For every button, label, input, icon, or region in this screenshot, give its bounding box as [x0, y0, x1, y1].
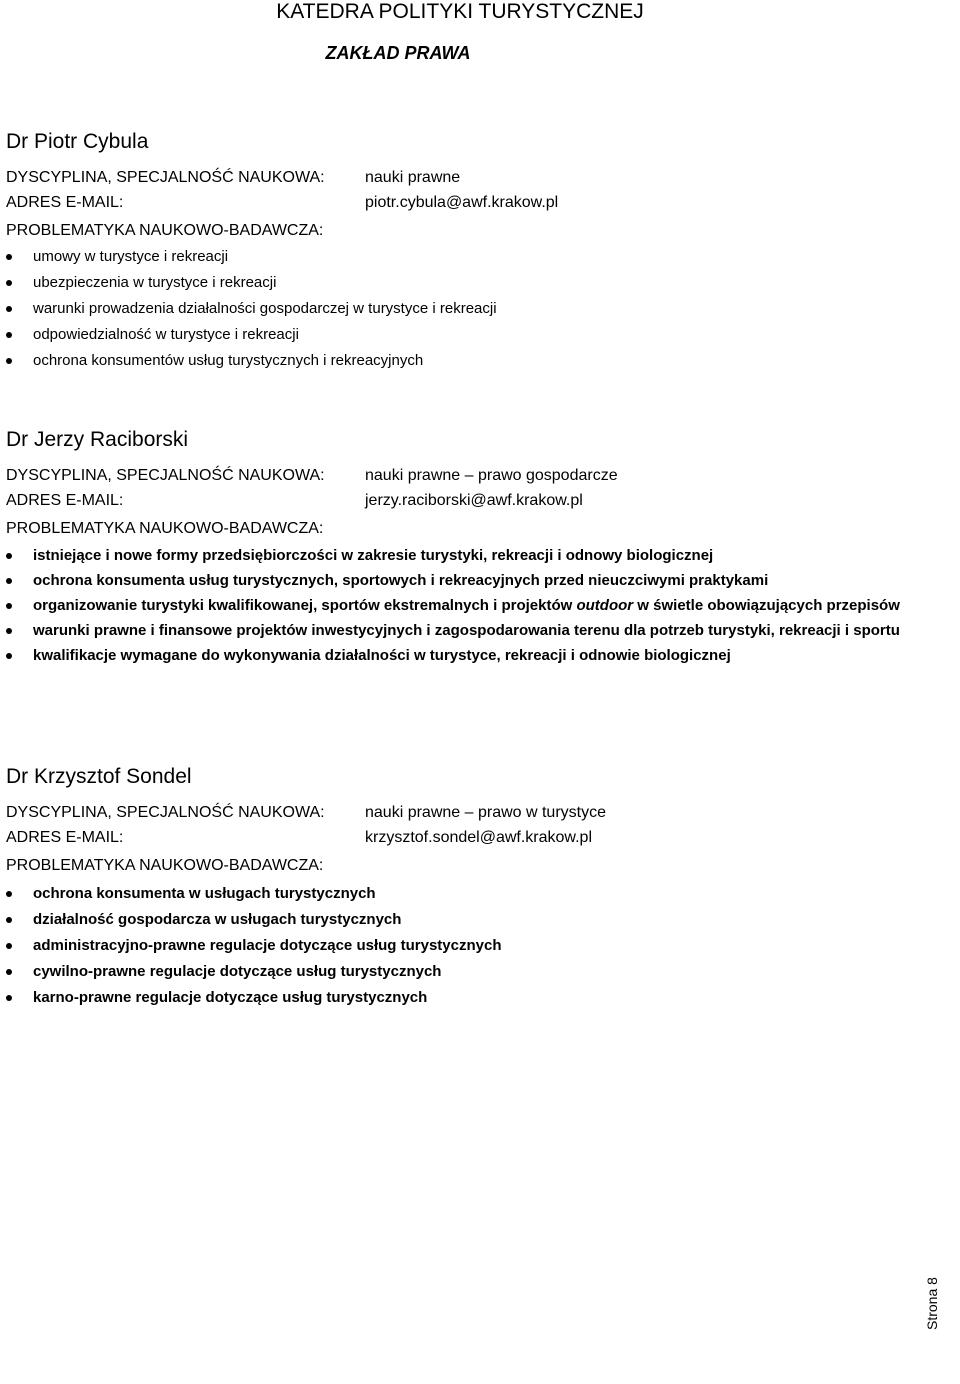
list-item — [6, 571, 936, 591]
emphasis-text: outdoor — [576, 597, 634, 614]
email-label: ADRES E-MAIL: — [6, 829, 124, 846]
section-subtitle: ZAKŁAD PRAWA — [325, 43, 471, 63]
person-name: Dr Krzysztof Sondel — [6, 765, 192, 788]
discipline-row — [6, 165, 936, 190]
discipline-row — [6, 800, 936, 825]
bullet-icon — [6, 280, 12, 286]
bullet-icon — [6, 943, 12, 949]
discipline-value: nauki prawne – prawo gospodarcze — [365, 467, 618, 484]
list-item — [6, 596, 936, 616]
bullet-icon — [6, 603, 12, 609]
email-value[interactable]: jerzy.raciborski@awf.krakow.pl — [365, 492, 583, 509]
bullet-icon — [6, 891, 12, 897]
page-number: Strona 8 — [924, 1277, 940, 1330]
topic-text: działalność gospodarcza w usługach turystycznych — [33, 911, 402, 928]
bullet-icon — [6, 553, 12, 559]
list-item — [6, 936, 936, 956]
person-entry-sondel — [6, 765, 936, 1014]
email-row — [6, 488, 936, 513]
department-title: KATEDRA POLITYKI TURYSTYCZNEJ — [276, 0, 644, 23]
topic-text: administracyjno-prawne regulacje dotyczące usług turystycznych — [33, 937, 502, 954]
research-topics-label: PROBLEMATYKA NAUKOWO-BADAWCZA: — [6, 857, 324, 874]
bullet-icon — [6, 628, 12, 634]
list-item — [6, 962, 936, 982]
research-topics-label: PROBLEMATYKA NAUKOWO-BADAWCZA: — [6, 222, 324, 239]
bullet-icon — [6, 254, 12, 260]
list-item — [6, 247, 936, 267]
bullet-icon — [6, 917, 12, 923]
list-item — [6, 646, 936, 666]
list-item — [6, 299, 936, 319]
bullet-icon — [6, 332, 12, 338]
list-item — [6, 621, 936, 641]
topic-text: ochrona konsumenta usług turystycznych, sportowych i rekreacyjnych przed nieuczciwymi praktykami — [33, 572, 769, 589]
email-row — [6, 825, 936, 850]
list-item — [6, 273, 936, 293]
topic-text: karno-prawne regulacje dotyczące usług turystycznych — [33, 989, 428, 1006]
topic-text: ochrona konsumentów usług turystycznych i rekreacyjnych — [33, 352, 424, 369]
topic-text: warunki prowadzenia działalności gospodarczej w turystyce i rekreacji — [33, 300, 497, 317]
person-entry-raciborski — [6, 428, 936, 671]
topic-text: cywilno-prawne regulacje dotyczące usług turystycznych — [33, 963, 442, 980]
research-topics-list — [6, 884, 936, 1008]
discipline-value: nauki prawne – prawo w turystyce — [365, 804, 606, 821]
list-item — [6, 351, 936, 371]
list-item — [6, 546, 936, 566]
topic-text: odpowiedzialność w turystyce i rekreacji — [33, 326, 299, 343]
topic-text: warunki prawne i finansowe projektów inwestycyjnych i zagospodarowania terenu dla potrzeb turystyki, rekreacji i sportu — [33, 622, 900, 639]
topic-text: organizowanie turystyki kwalifikowanej, sportów ekstremalnych i projektów outdoor w świetle obowiązujących przepisów — [33, 597, 900, 614]
research-topics-label: PROBLEMATYKA NAUKOWO-BADAWCZA: — [6, 520, 324, 537]
bullet-icon — [6, 358, 12, 364]
email-row — [6, 190, 936, 215]
email-value[interactable]: piotr.cybula@awf.krakow.pl — [365, 194, 559, 211]
research-topics-list — [6, 247, 936, 371]
discipline-label: DYSCYPLINA, SPECJALNOŚĆ NAUKOWA: — [6, 804, 325, 821]
topic-text: umowy w turystyce i rekreacji — [33, 248, 229, 265]
discipline-label: DYSCYPLINA, SPECJALNOŚĆ NAUKOWA: — [6, 169, 325, 186]
bullet-icon — [6, 969, 12, 975]
discipline-label: DYSCYPLINA, SPECJALNOŚĆ NAUKOWA: — [6, 467, 325, 484]
list-item — [6, 325, 936, 345]
list-item — [6, 910, 936, 930]
list-item — [6, 988, 936, 1008]
bullet-icon — [6, 995, 12, 1001]
person-name: Dr Jerzy Raciborski — [6, 428, 189, 451]
discipline-value: nauki prawne — [365, 169, 461, 186]
research-topics-list — [6, 546, 936, 666]
topic-text: ochrona konsumenta w usługach turystycznych — [33, 885, 376, 902]
topic-text: istniejące i nowe formy przedsiębiorczości w zakresie turystyki, rekreacji i odnowy biologicznej — [33, 547, 714, 564]
person-name: Dr Piotr Cybula — [6, 130, 149, 153]
email-label: ADRES E-MAIL: — [6, 492, 124, 509]
person-entry-cybula — [6, 130, 936, 377]
bullet-icon — [6, 578, 12, 584]
bullet-icon — [6, 653, 12, 659]
email-label: ADRES E-MAIL: — [6, 194, 124, 211]
email-value[interactable]: krzysztof.sondel@awf.krakow.pl — [365, 829, 592, 846]
topic-text: ubezpieczenia w turystyce i rekreacji — [33, 274, 277, 291]
discipline-row — [6, 463, 936, 488]
list-item — [6, 884, 936, 904]
topic-text: kwalifikacje wymagane do wykonywania działalności w turystyce, rekreacji i odnowie biologicznej — [33, 647, 731, 664]
bullet-icon — [6, 306, 12, 312]
